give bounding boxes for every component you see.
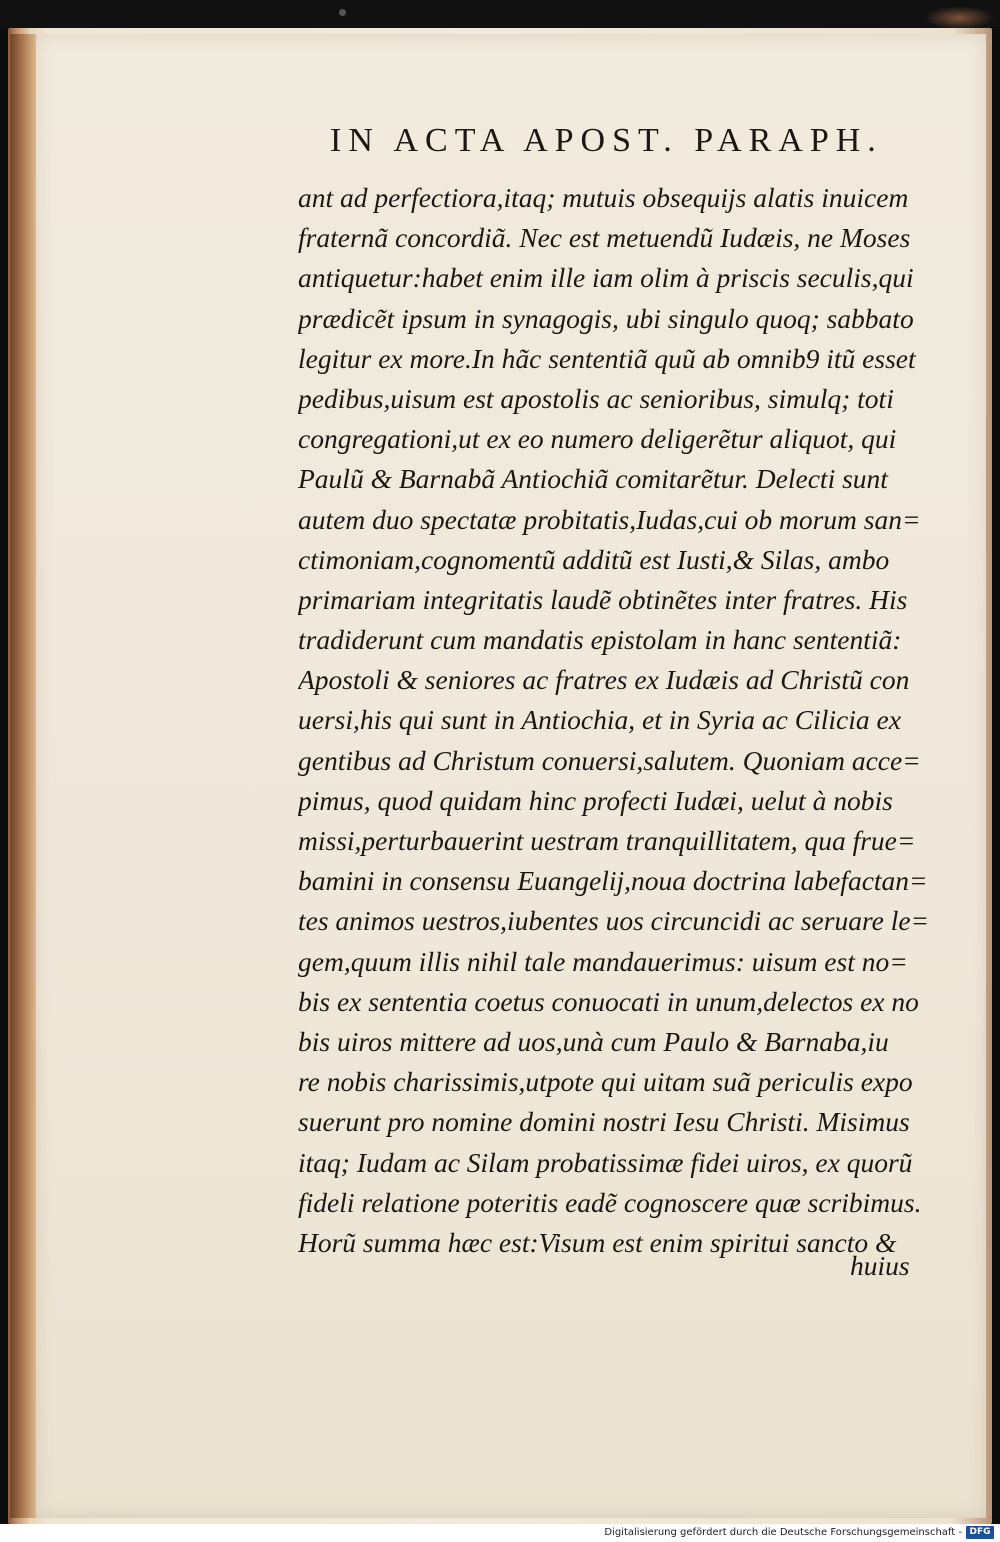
binding-scuff [924,6,994,30]
text-line: itaq; Iudam ac Silam probatissimæ fidei uiros, ex quorũ [298,1146,913,1178]
text-line: Paulũ & Barnabã Antiochiã comitarẽtur. Delecti sunt [298,463,888,495]
text-line: re nobis charissimis,utpote qui uitam suã periculis expo [298,1066,913,1098]
catchword: huius [850,1250,910,1281]
text-line: gem,quum illis nihil tale mandauerimus: uisum est no= [298,945,908,977]
text-line: tradiderunt cum mandatis epistolam in hanc sententiã: [298,624,902,656]
text-line: missi,perturbauerint uestram tranquillitatem, qua frue= [298,825,916,856]
body-text [298,178,948,1263]
text-line: tes animos uestros,iubentes uos circuncidi ac seruare le= [298,905,930,937]
text-line: bis uiros mittere ad uos,unà cum Paulo & Barnaba,iu [298,1025,889,1057]
text-line: fraternã concordiã. Nec est metuendũ Iudæis, ne Moses [298,222,911,254]
text-line: ant ad perfectiora,itaq; mutuis obsequijs alatis inuicem [298,182,909,213]
footer-credit: Digitalisierung gefördert durch die Deutsche Forschungsgemeinschaft - [604,1527,962,1538]
text-line: bamini in consensu Euangelij,noua doctrina labefactan= [298,865,928,897]
text-line: primariam integritatis laudẽ obtinẽtes inter fratres. His [298,583,908,615]
text-line: pimus, quod quidam hinc profecti Iudæi, uelut à nobis [298,784,893,816]
text-line: uersi,his qui sunt in Antiochia, et in Syria ac Cilicia ex [298,704,901,736]
text-line: fideli relatione poteritis eadẽ cognoscere quæ scribimus. [298,1186,922,1218]
text-line: bis ex sententia coetus conuocati in unum,delectos ex no [298,985,919,1017]
book-binding-edge [10,34,36,1518]
text-line: gentibus ad Christum conuersi,salutem. Quoniam acce= [298,744,921,776]
text-line: antiquetur:habet enim ille iam olim à priscis seculis,qui [298,262,914,294]
text-line: Apostoli & seniores ac fratres ex Iudæis ad Christũ con [298,664,910,696]
text-line: suerunt pro nomine domini nostri Iesu Christi. Misimus [298,1106,910,1138]
text-line: legitur ex more.In hãc sententiã quũ ab omnib9 itũ esset [298,342,916,374]
text-line: autem duo spectatæ probitatis,Iudas,cui ob morum san= [298,503,921,535]
running-header: IN ACTA APOST. PARAPH. [330,122,883,159]
text-line: congregationi,ut ex eo numero deligerẽtur aliquot, qui [298,423,897,455]
scan-dot [339,9,346,16]
text-line: Horũ summa hæc est:Visum est enim spiritui sancto & [298,1226,897,1258]
text-line: ctimoniam,cognomentũ additũ est Iusti,& Silas, ambo [298,543,890,575]
dfg-logo-icon: DFG [966,1526,994,1539]
scan-background-top [0,0,1000,30]
text-line: prædicẽt ipsum in synagogis, ubi singulo quoq; sabbato [298,302,914,334]
text-line: pedibus,uisum est apostolis ac senioribus, simulq; toti [298,382,894,414]
